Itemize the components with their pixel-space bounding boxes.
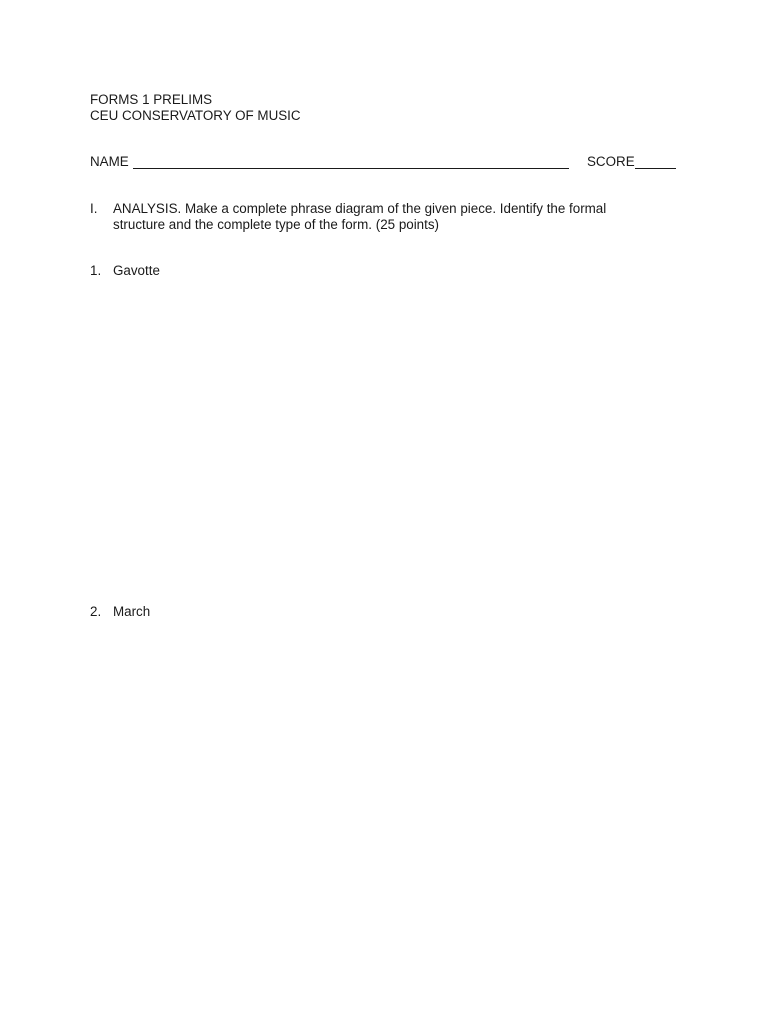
section-instructions-line-1: ANALYSIS. Make a complete phrase diagram of the given piece. Identify the formal [113,201,607,216]
score-blank-line[interactable] [635,154,676,169]
name-label: NAME [90,154,129,169]
document-header [90,92,301,124]
score-label: SCORE [587,154,635,169]
exam-title: FORMS 1 PRELIMS [90,92,213,107]
section-instructions-line-2: structure and the complete type of the form. (25 points) [113,217,440,232]
name-score-row [90,154,680,172]
item-title: March [113,604,151,619]
section-instructions [113,201,648,233]
item-title: Gavotte [113,263,160,278]
item-number: 2. [90,604,102,619]
institution-name: CEU CONSERVATORY OF MUSIC [90,108,301,123]
item-number: 1. [90,263,102,278]
name-blank-line[interactable] [133,154,569,169]
section-number: I. [90,201,98,216]
